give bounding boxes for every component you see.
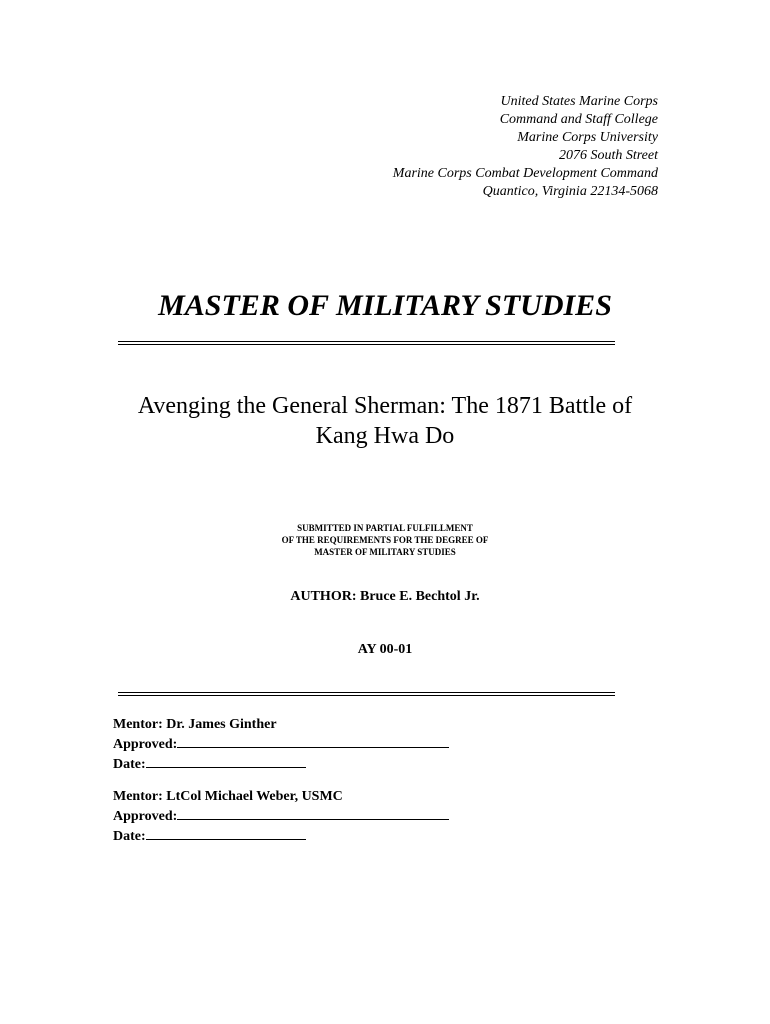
author-line: AUTHOR: Bruce E. Bechtol Jr. [290, 589, 480, 604]
date-label: Date: [113, 757, 146, 772]
date-row [113, 754, 449, 774]
mentor-block [113, 788, 449, 846]
date-row [113, 826, 449, 846]
date-signature-line [146, 826, 306, 840]
double-rule-divider [118, 341, 615, 345]
address-line: Marine Corps University [517, 130, 658, 145]
date-signature-line [146, 754, 306, 768]
submission-statement [0, 522, 770, 558]
address-line: Marine Corps Combat Development Command [392, 166, 658, 181]
submission-line: SUBMITTED IN PARTIAL FULFILLMENT [297, 523, 473, 533]
approval-signature-line [177, 806, 449, 820]
submission-line: MASTER OF MILITARY STUDIES [314, 547, 456, 557]
approved-label: Approved: [113, 737, 178, 752]
address-line: Quantico, Virginia 22134-5068 [482, 184, 658, 199]
academic-year: AY 00-01 [357, 642, 413, 657]
mentor-name: Mentor: Dr. James Ginther [113, 717, 277, 732]
thesis-title-line: Kang Hwa Do [315, 423, 455, 449]
approval-signature-line [177, 734, 449, 748]
thesis-title-line: Avenging the General Sherman: The 1871 Battle of [137, 393, 633, 419]
address-line: United States Marine Corps [500, 94, 658, 109]
mentor-block [113, 716, 449, 774]
mentor-name: Mentor: LtCol Michael Weber, USMC [113, 789, 343, 804]
submission-line: OF THE REQUIREMENTS FOR THE DEGREE OF [281, 535, 489, 545]
institution-address [393, 93, 658, 201]
approval-row [113, 734, 449, 754]
thesis-title [100, 391, 670, 451]
approval-row [113, 806, 449, 826]
approved-label: Approved: [113, 809, 178, 824]
address-line: Command and Staff College [499, 112, 658, 127]
double-rule-divider [118, 692, 615, 696]
date-label: Date: [113, 829, 146, 844]
degree-title: MASTER OF MILITARY STUDIES [158, 289, 612, 322]
address-line: 2076 South Street [558, 148, 658, 163]
